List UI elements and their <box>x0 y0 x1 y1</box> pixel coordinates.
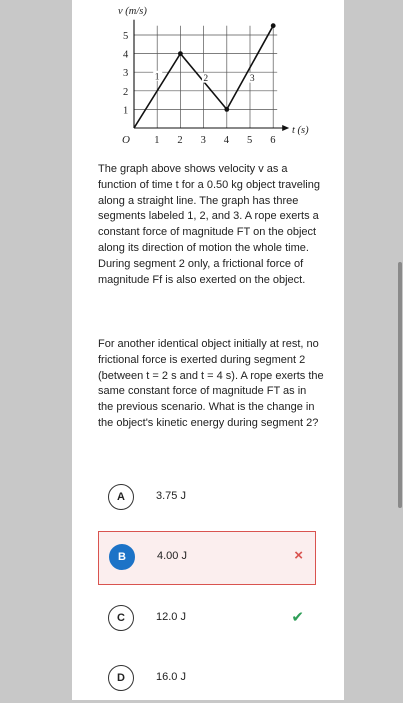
option-c[interactable] <box>98 593 316 643</box>
data-point <box>271 23 276 28</box>
x-tick-label: 2 <box>177 135 183 146</box>
option-d-letter: D <box>108 665 134 691</box>
x-axis-arrow <box>282 125 289 131</box>
y-axis-label: v (m/s) <box>118 6 147 17</box>
option-b[interactable] <box>98 531 316 585</box>
background-strip <box>344 0 403 700</box>
option-c-letter: C <box>108 605 134 631</box>
velocity-time-graph <box>112 0 312 160</box>
data-point <box>178 51 183 56</box>
option-b-text: 4.00 J <box>157 550 187 562</box>
question-paragraph-1: The graph above shows velocity v as a function of time t for a 0.50 kg object traveling along a straight line. The graph has three segments labeled 1, 2, and 3. A rope exerts a constant force of magnitude FT on the object along its direction of motion the whole time. During segment 2 only, a frictional force of magnitude Ff is also exerted on the object. <box>98 163 320 286</box>
segment-label: 3 <box>249 74 255 85</box>
origin-label: O <box>122 134 130 146</box>
y-tick-label: 5 <box>123 31 129 42</box>
segment-label: 1 <box>154 72 160 83</box>
graph-ticks <box>123 31 275 146</box>
option-a-text: 3.75 J <box>156 490 186 502</box>
option-a-letter: A <box>108 484 134 510</box>
option-c-text: 12.0 J <box>156 611 186 623</box>
segment-label: 2 <box>203 74 209 85</box>
x-tick-label: 4 <box>223 135 230 146</box>
x-tick-label: 6 <box>270 135 276 146</box>
x-tick-label: 1 <box>154 135 160 146</box>
x-tick-label: 5 <box>247 135 253 146</box>
option-d-text: 16.0 J <box>156 671 186 683</box>
data-point <box>224 107 229 112</box>
question-paragraph-2: For another identical object initially at rest, no frictional force is exerted during segment 2 (between t = 2 s and t = 4 s). A rope exerts the same constant force of magnitude FT as in the previous scenario. What is the change in the object's kinetic energy during segment 2? <box>98 338 324 429</box>
y-tick-label: 4 <box>123 49 129 61</box>
y-tick-label: 3 <box>123 68 129 80</box>
option-d[interactable] <box>98 653 316 703</box>
incorrect-icon: × <box>294 547 303 564</box>
y-tick-label: 1 <box>123 105 129 117</box>
option-a[interactable] <box>98 472 316 522</box>
y-tick-label: 2 <box>123 86 129 98</box>
correct-icon: ✔ <box>291 609 304 626</box>
x-axis-label: t (s) <box>292 125 309 136</box>
scrollbar[interactable] <box>398 262 402 508</box>
option-b-letter: B <box>109 544 135 570</box>
x-tick-label: 3 <box>200 135 206 146</box>
graph-series <box>134 23 276 128</box>
